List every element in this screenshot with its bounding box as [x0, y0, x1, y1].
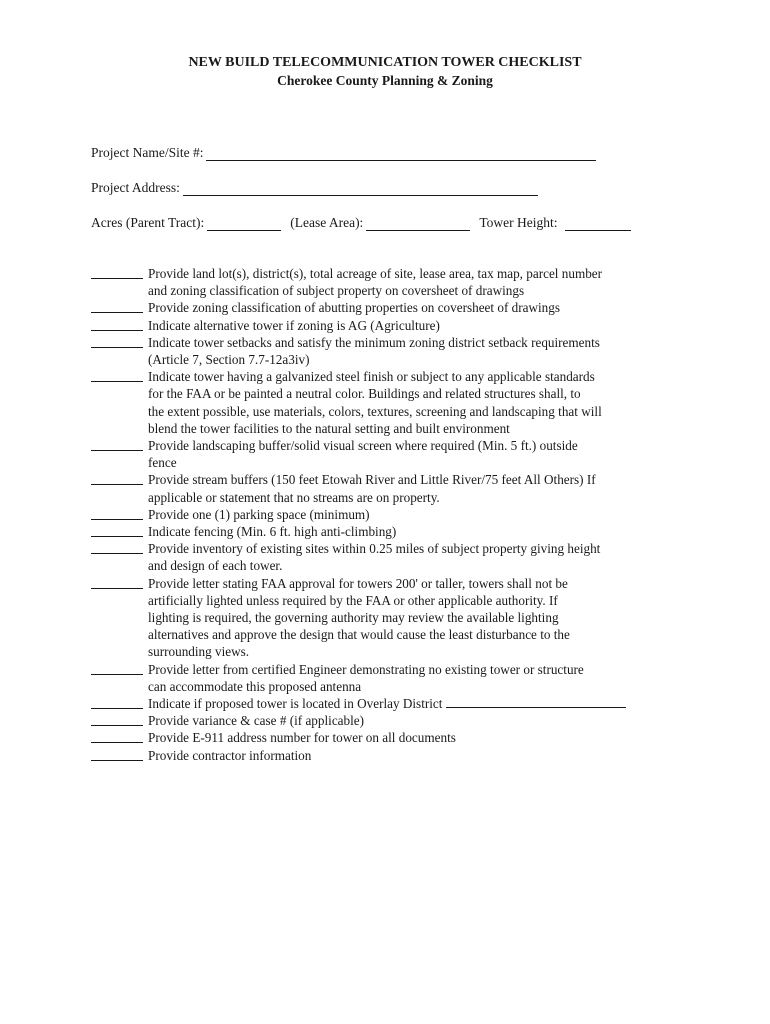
check-blank[interactable] — [91, 661, 143, 675]
checklist-item — [91, 575, 691, 661]
check-blank[interactable] — [91, 506, 143, 520]
checklist-item — [91, 334, 691, 368]
acres-field[interactable] — [207, 217, 281, 231]
checklist-item — [91, 661, 691, 695]
checklist-item — [91, 506, 691, 523]
check-blank[interactable] — [91, 540, 143, 554]
lease-area-label: (Lease Area): — [290, 215, 364, 230]
checklist-item — [91, 368, 691, 437]
project-address-label: Project Address: — [91, 180, 180, 195]
check-blank[interactable] — [91, 265, 143, 279]
checklist-item-text: Provide landscaping buffer/solid visual screen where required (Min. 5 ft.) outside fence — [148, 438, 578, 471]
check-blank[interactable] — [91, 299, 143, 313]
lease-area-field[interactable] — [366, 217, 470, 231]
checklist-item-text: Provide letter from certified Engineer demonstrating no existing tower or structure can accommodate this proposed antenna — [148, 661, 584, 694]
checklist-item — [91, 523, 691, 540]
checklist-item — [91, 712, 691, 729]
checklist-item — [91, 729, 691, 746]
checklist-item-text: Provide contractor information — [148, 747, 312, 763]
checklist-item-text: Indicate alternative tower if zoning is AG (Agriculture) — [148, 317, 440, 333]
checklist-item-text: Indicate tower setbacks and satisfy the minimum zoning district setback requirements (Article 7, Section 7.7-12a3iv) — [148, 334, 600, 368]
checklist-item-text: Provide letter stating FAA approval for towers 200' or taller, towers shall not be artificially lighted unless required by the FAA or other applicable authority. If lighting is required, the governing authority may review the available lighting alternatives and approve the design that would cause the least disturbance to the surrounding views. — [148, 575, 570, 660]
checklist-item-text: Provide land lot(s), district(s), total acreage of site, lease area, tax map, parcel number and zoning classification of subject property on coversheet of drawings — [148, 266, 603, 299]
check-blank[interactable] — [91, 747, 143, 761]
project-address-row — [91, 180, 538, 196]
acreage-row — [91, 215, 631, 231]
check-blank[interactable] — [91, 712, 143, 726]
check-blank[interactable] — [91, 334, 143, 348]
acres-label: Acres (Parent Tract): — [91, 215, 205, 230]
document-subtitle: Cherokee County Planning & Zoning — [277, 73, 493, 88]
checklist-item — [91, 471, 691, 505]
checklist-item — [91, 265, 691, 299]
project-name-row — [91, 145, 596, 161]
checklist-item — [91, 747, 691, 764]
checklist-item — [91, 317, 691, 334]
overlay-district-field[interactable] — [446, 695, 626, 708]
overlay-district-item — [148, 695, 691, 712]
check-blank[interactable] — [91, 523, 143, 537]
checklist-item-text: Provide E-911 address number for tower on all documents — [148, 730, 456, 746]
project-address-field[interactable] — [183, 182, 538, 196]
checklist — [91, 265, 691, 764]
check-blank[interactable] — [91, 317, 143, 331]
checklist-item — [91, 695, 691, 712]
document-title: NEW BUILD TELECOMMUNICATION TOWER CHECKLIST — [188, 55, 582, 70]
check-blank[interactable] — [91, 437, 143, 451]
checklist-item — [91, 299, 691, 316]
check-blank[interactable] — [91, 695, 143, 709]
checklist-item-text: Provide one (1) parking space (minimum) — [148, 506, 370, 522]
check-blank[interactable] — [91, 729, 143, 743]
tower-height-label: Tower Height: — [479, 215, 558, 230]
checklist-item-text: Provide stream buffers (150 feet Etowah River and Little River/75 feet All Others) If applicable or statement that no streams are on property. — [148, 472, 596, 505]
checklist-item-text: Indicate tower having a galvanized steel finish or subject to any applicable standards for the FAA or be painted a neutral color. Buildings and related structures shall, to the extent possible, use materials, colors, textures, screening and landscaping that will blend the tower facilities to the natural setting and built environment — [148, 369, 602, 436]
checklist-item-text: Indicate fencing (Min. 6 ft. high anti-climbing) — [148, 524, 397, 540]
project-name-field[interactable] — [206, 147, 596, 161]
checklist-item-text: Provide zoning classification of abutting properties on coversheet of drawings — [148, 300, 560, 316]
check-blank[interactable] — [91, 368, 143, 382]
project-name-label: Project Name/Site #: — [91, 145, 204, 160]
tower-height-field[interactable] — [565, 217, 631, 231]
check-blank[interactable] — [91, 575, 143, 589]
checklist-item — [91, 437, 691, 471]
checklist-item-text: Provide variance & case # (if applicable) — [148, 713, 365, 729]
checklist-item-text: Provide inventory of existing sites within 0.25 miles of subject property giving height and design of each tower. — [148, 541, 601, 574]
check-blank[interactable] — [91, 471, 143, 485]
checklist-item — [91, 540, 691, 574]
checklist-item-text: Indicate if proposed tower is located in Overlay District — [148, 696, 443, 712]
